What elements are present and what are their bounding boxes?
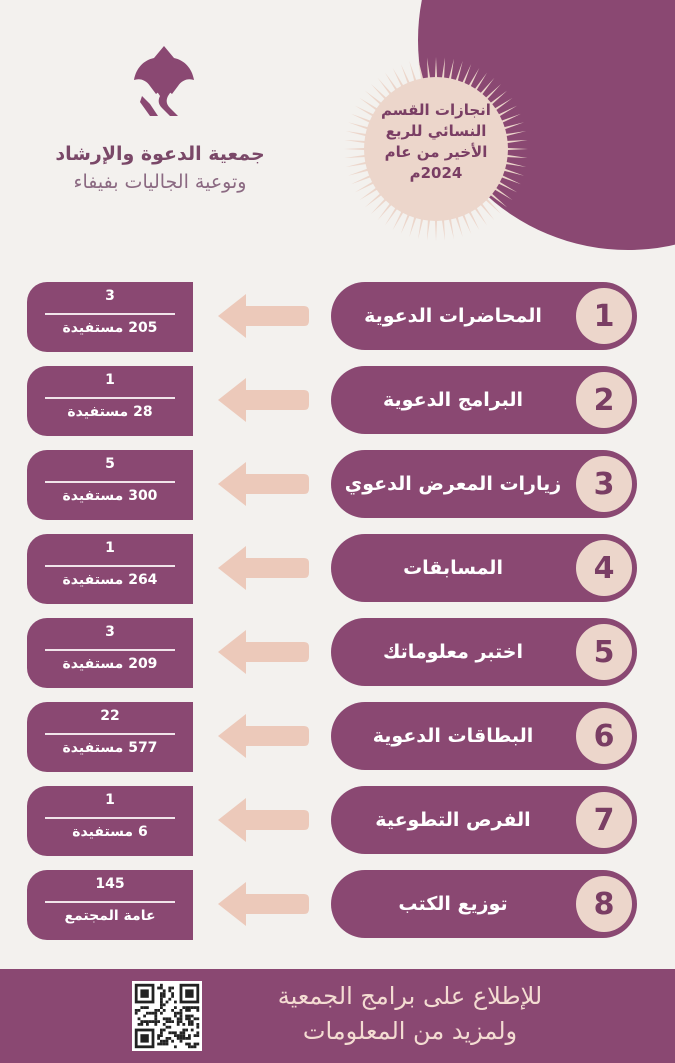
number-badge: 8	[576, 876, 632, 932]
stats-box	[27, 702, 193, 772]
beneficiaries-count: 6 مستفيدة	[72, 824, 148, 840]
footer-line1: للإطلاع على برامج الجمعية	[277, 982, 543, 1010]
tent-logo-icon	[128, 44, 200, 122]
achievement-label: المحاضرات الدعوية	[364, 305, 542, 327]
achievement-pill	[331, 618, 637, 686]
beneficiaries-count: 264 مستفيدة	[62, 572, 158, 588]
footer	[0, 969, 675, 1063]
stats-box	[27, 534, 193, 604]
achievement-row	[0, 870, 675, 940]
activity-count: 3	[105, 288, 115, 304]
footer-text	[240, 979, 580, 1049]
beneficiaries-count: 205 مستفيدة	[62, 320, 158, 336]
number-badge: 6	[576, 708, 632, 764]
achievement-pill	[331, 534, 637, 602]
arrow-left-icon	[216, 292, 310, 340]
achievement-label: البرامج الدعوية	[383, 389, 523, 411]
achievement-label: زيارات المعرض الدعوي	[344, 473, 562, 495]
achievement-row	[0, 534, 675, 604]
number-badge: 5	[576, 624, 632, 680]
activity-count: 1	[105, 792, 115, 808]
number-badge: 4	[576, 540, 632, 596]
page-title	[343, 100, 529, 184]
activity-count: 1	[105, 372, 115, 388]
org-name-line2: وتوعية الجاليات بفيفاء	[73, 171, 247, 193]
number-badge: 3	[576, 456, 632, 512]
divider	[45, 733, 175, 735]
divider	[45, 565, 175, 567]
beneficiaries-count: عامة المجتمع	[64, 908, 156, 924]
achievement-pill	[331, 282, 637, 350]
org-name-line1: جمعية الدعوة والإرشاد	[55, 143, 265, 165]
achievement-pill	[331, 702, 637, 770]
achievement-label: البطاقات الدعوية	[372, 725, 534, 747]
arrow-left-icon	[216, 376, 310, 424]
footer-line2: ولمزيد من المعلومات	[302, 1017, 518, 1045]
arrow-left-icon	[216, 544, 310, 592]
activity-count: 3	[105, 624, 115, 640]
stats-box	[27, 870, 193, 940]
arrow-left-icon	[216, 712, 310, 760]
achievement-pill	[331, 450, 637, 518]
beneficiaries-count: 577 مستفيدة	[62, 740, 158, 756]
number-badge: 2	[576, 372, 632, 428]
achievement-pill	[331, 366, 637, 434]
activity-count: 1	[105, 540, 115, 556]
achievement-row	[0, 702, 675, 772]
divider	[45, 817, 175, 819]
achievement-row	[0, 618, 675, 688]
achievement-row	[0, 450, 675, 520]
achievement-pill	[331, 870, 637, 938]
achievement-label: اختبر معلوماتك	[382, 641, 524, 663]
title-line: الأخير من عام	[384, 143, 488, 161]
title-line: 2024م	[409, 164, 463, 182]
achievement-row	[0, 282, 675, 352]
arrow-left-icon	[216, 628, 310, 676]
achievement-row	[0, 786, 675, 856]
stats-box	[27, 618, 193, 688]
divider	[45, 313, 175, 315]
activity-count: 5	[105, 456, 115, 472]
divider	[45, 649, 175, 651]
arrow-left-icon	[216, 796, 310, 844]
arrow-left-icon	[216, 460, 310, 508]
beneficiaries-count: 28 مستفيدة	[67, 404, 153, 420]
activity-count: 22	[100, 708, 120, 724]
stats-box	[27, 366, 193, 436]
stats-box	[27, 282, 193, 352]
title-line: انجازات القسم	[381, 101, 491, 119]
achievement-pill	[331, 786, 637, 854]
achievement-row	[0, 366, 675, 436]
org-name	[40, 140, 280, 196]
divider	[45, 481, 175, 483]
achievement-label: الفرص التطوعية	[375, 809, 531, 831]
arrow-left-icon	[216, 880, 310, 928]
activity-count: 145	[95, 876, 125, 892]
divider	[45, 901, 175, 903]
beneficiaries-count: 209 مستفيدة	[62, 656, 158, 672]
title-line: النسائي للربع	[385, 122, 487, 140]
achievement-label: المسابقات	[403, 557, 503, 579]
beneficiaries-count: 300 مستفيدة	[62, 488, 158, 504]
number-badge: 7	[576, 792, 632, 848]
number-badge: 1	[576, 288, 632, 344]
achievement-label: توزيع الكتب	[398, 893, 508, 915]
stats-box	[27, 786, 193, 856]
stats-box	[27, 450, 193, 520]
qr-code-icon[interactable]	[132, 981, 202, 1051]
divider	[45, 397, 175, 399]
